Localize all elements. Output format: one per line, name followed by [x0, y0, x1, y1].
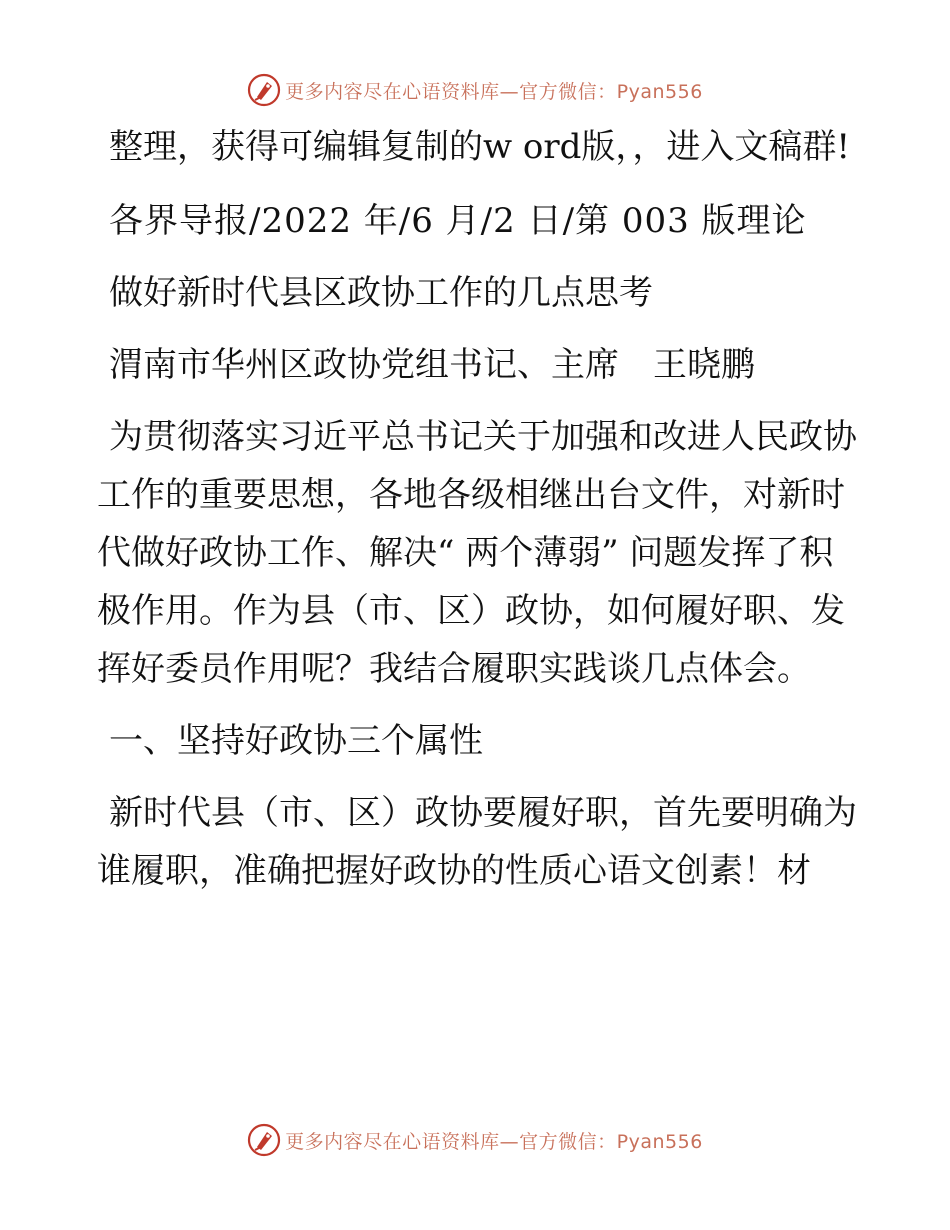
document-body [97, 118, 857, 900]
section-heading: 一、坚持好政协三个属性 [109, 721, 483, 761]
body-paragraph: 为贯彻落实习近平总书记关于加强和改进人民政协工作的重要思想，各地各级相继出台文件，对新时代做好政协工作、解决“ 两个薄弱” 问题发挥了积极作用。作为县（市、区）政协，如何履好职、发挥好委员作用呢？我结合履职实践谈几点体会。 [97, 417, 857, 689]
body-paragraph: 新时代县（市、区）政协要履好职，首先要明确为谁履职，准确把握好政协的性质心语文创素！材 [97, 793, 857, 891]
article-title: 做好新时代县区政协工作的几点思考 [109, 273, 653, 313]
author-line: 渭南市华州区政协党组书记、主席 王晓鹏 [109, 345, 755, 385]
intro-note: 整理，获得可编辑复制的w ord版，，进入文稿群! [109, 127, 851, 167]
header-watermark-banner [0, 70, 950, 110]
footer-watermark-banner [0, 1120, 950, 1160]
footer-watermark-text: 更多内容尽在心语资料库—官方微信：Pyan556 [285, 1130, 703, 1153]
pen-nib-logo-icon [247, 73, 281, 107]
header-watermark-text: 更多内容尽在心语资料库—官方微信：Pyan556 [285, 80, 703, 103]
source-line: 各界导报/2022 年/6 月/2 日/第 003 版理论 [109, 201, 807, 241]
pen-nib-logo-icon [247, 1123, 281, 1157]
